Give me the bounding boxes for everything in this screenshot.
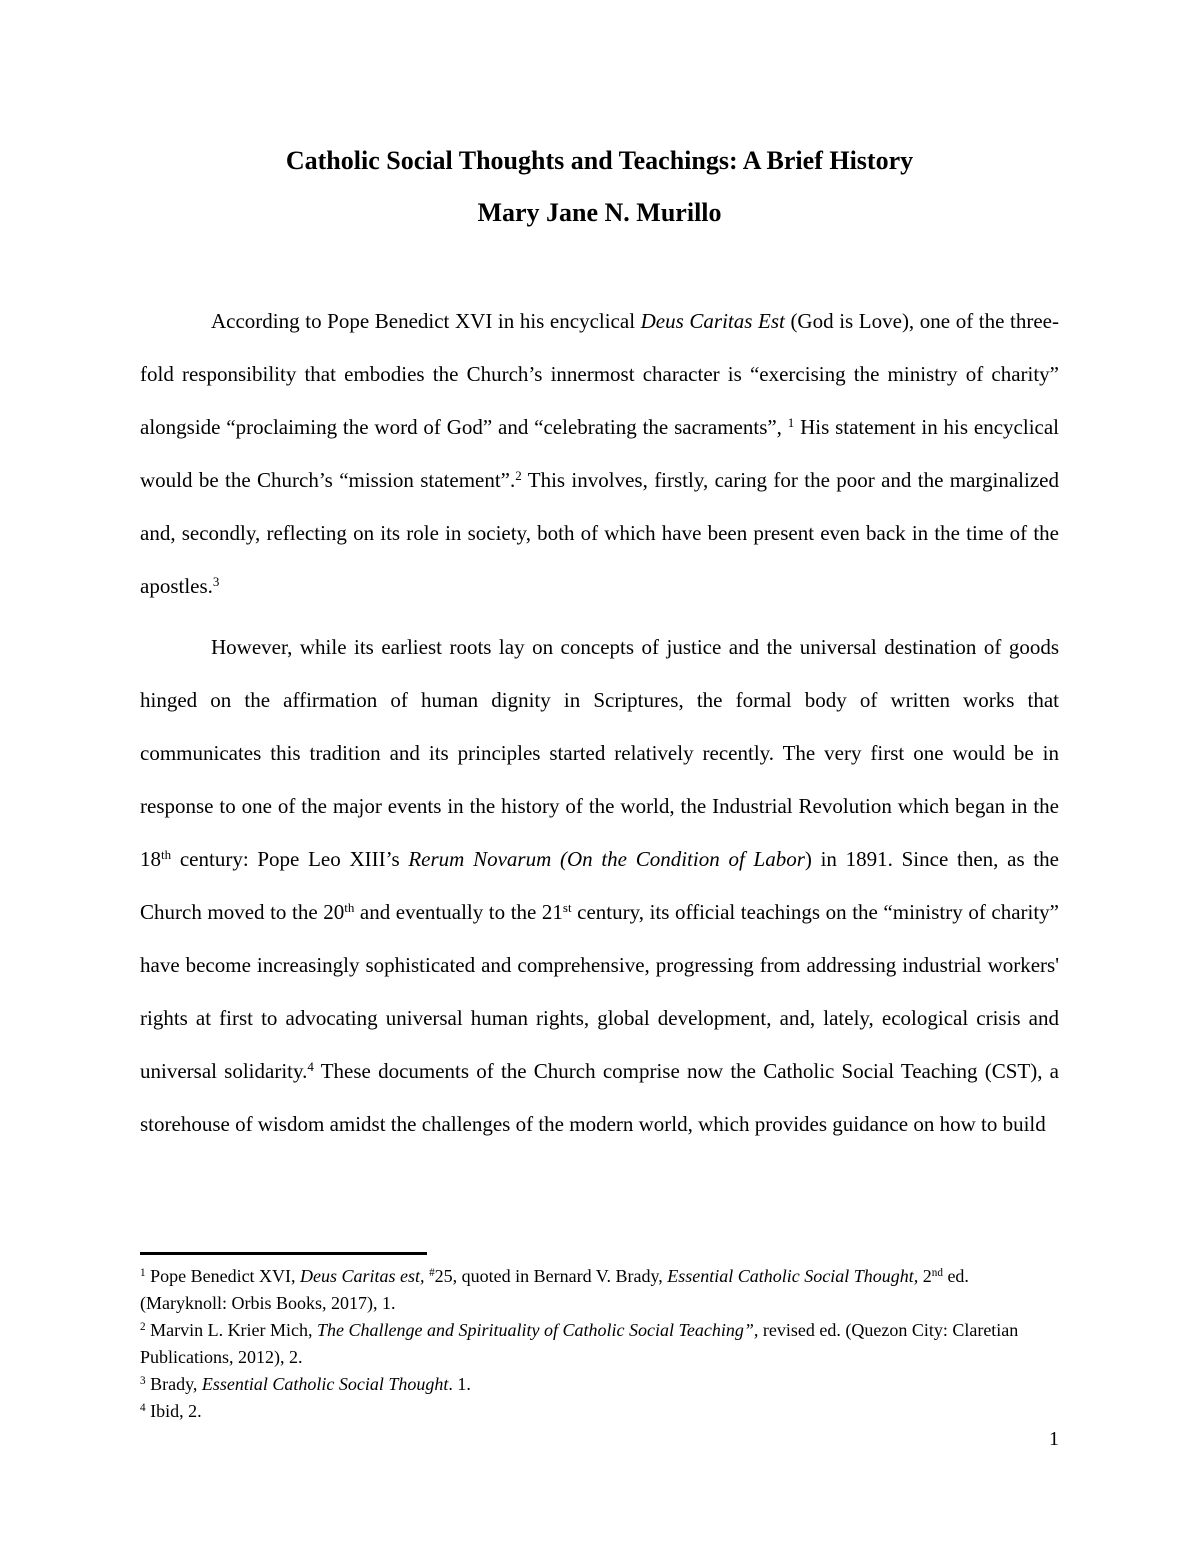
text-run: 25, quoted in Bernard V. Brady, <box>434 1266 668 1286</box>
document-title: Catholic Social Thoughts and Teachings: A Brief History <box>285 146 914 175</box>
superscript-run: st <box>562 899 572 915</box>
text-run: Marvin L. Krier Mich, <box>145 1320 318 1340</box>
superscript-run: 3 <box>212 573 220 589</box>
footnote-separator <box>140 1252 427 1255</box>
superscript-run: nd <box>931 1266 943 1279</box>
superscript-run: 4 <box>140 1401 146 1414</box>
text-run: These documents of the Church comprise now the Catholic Social Teaching (CST), a storehouse of wisdom amidst the challenges of the modern world, which provides guidance on how to build <box>140 1059 1059 1136</box>
text-run: and eventually to the 21 <box>354 900 563 924</box>
italic-run: The Challenge and Spirituality of Catholic Social Teaching”, <box>317 1320 763 1340</box>
superscript-run: 1 <box>140 1266 146 1279</box>
italic-run: Rerum Novarum (On the Condition of Labor <box>408 847 805 871</box>
text-run: According to Pope Benedict XVI in his encyclical <box>211 309 641 333</box>
superscript-run: 2 <box>140 1320 146 1333</box>
superscript-run: 4 <box>307 1058 314 1074</box>
text-run: His statement in his encyclical would be the Church’s “mission statement”. <box>140 415 1060 492</box>
text-run: However, while its earliest roots lay on concepts of justice and the universal destination of goods hinged on the affirmation of human dignity in Scriptures, the formal body of written works that communicates this tradition and its principles started relatively recently. The very first one would be in response to one of the major events in the history of the world, the Industrial Revolution which began in the 18 <box>140 635 1059 871</box>
superscript-run: 1 <box>787 414 795 430</box>
document-body <box>140 295 1059 1151</box>
footnote-4 <box>140 1398 1059 1425</box>
text-run: This involves, firstly, caring for the poor and the marginalized and, secondly, reflecting on its role in society, both of which have been present even back in the time of the apostles. <box>140 468 1059 598</box>
text-run: ed. (Maryknoll: Orbis Books, 2017), 1. <box>140 1266 969 1313</box>
paragraph-1 <box>140 295 1059 613</box>
paragraph-2 <box>140 621 1059 1151</box>
text-run: (God is Love), one of the three-fold responsibility that embodies the Church’s innermost character is “exercising the ministry of charity” alongside “proclaiming the word of God” and “celebrating the sacraments”, <box>140 309 1059 439</box>
superscript-run: th <box>161 846 172 862</box>
text-run: Pope Benedict XVI, <box>145 1266 301 1286</box>
text-run: century, its official teachings on the “ministry of charity” have become increasingly sophisticated and comprehensive, progressing from addressing industrial workers' rights at first to advocating universal human rights, global development, and, lately, ecological crisis and universal solidarity. <box>140 900 1059 1083</box>
italic-run: Deus Caritas Est <box>640 309 785 333</box>
text-run: Brady, <box>145 1374 202 1394</box>
superscript-run: 3 <box>140 1374 146 1387</box>
superscript-run: th <box>344 899 355 915</box>
text-run: ) in 1891. Since then, as the Church moved to the 20 <box>140 847 1060 924</box>
italic-run: Essential Catholic Social Thought <box>201 1374 449 1394</box>
superscript-run: # <box>429 1266 435 1279</box>
document-author: Mary Jane N. Murillo <box>477 198 722 227</box>
text-run: revised ed. (Quezon City: Claretian Publications, 2012), 2. <box>140 1320 1019 1367</box>
italic-run: Essential Catholic Social Thought, <box>667 1266 923 1286</box>
page-number: 1 <box>1049 1428 1059 1450</box>
page-content <box>140 0 1059 1151</box>
footnote-1 <box>140 1263 1059 1317</box>
text-run: century: Pope Leo XIII’s <box>171 847 409 871</box>
text-run: Ibid, 2. <box>145 1401 202 1421</box>
footnote-2 <box>140 1317 1059 1371</box>
footnote-area <box>140 1252 1059 1425</box>
superscript-run: 2 <box>515 467 522 483</box>
title-block <box>140 0 1059 239</box>
italic-run: Deus Caritas est, <box>300 1266 430 1286</box>
text-run: . 1. <box>448 1374 471 1394</box>
text-run: 2 <box>922 1266 932 1286</box>
footnote-3 <box>140 1371 1059 1398</box>
